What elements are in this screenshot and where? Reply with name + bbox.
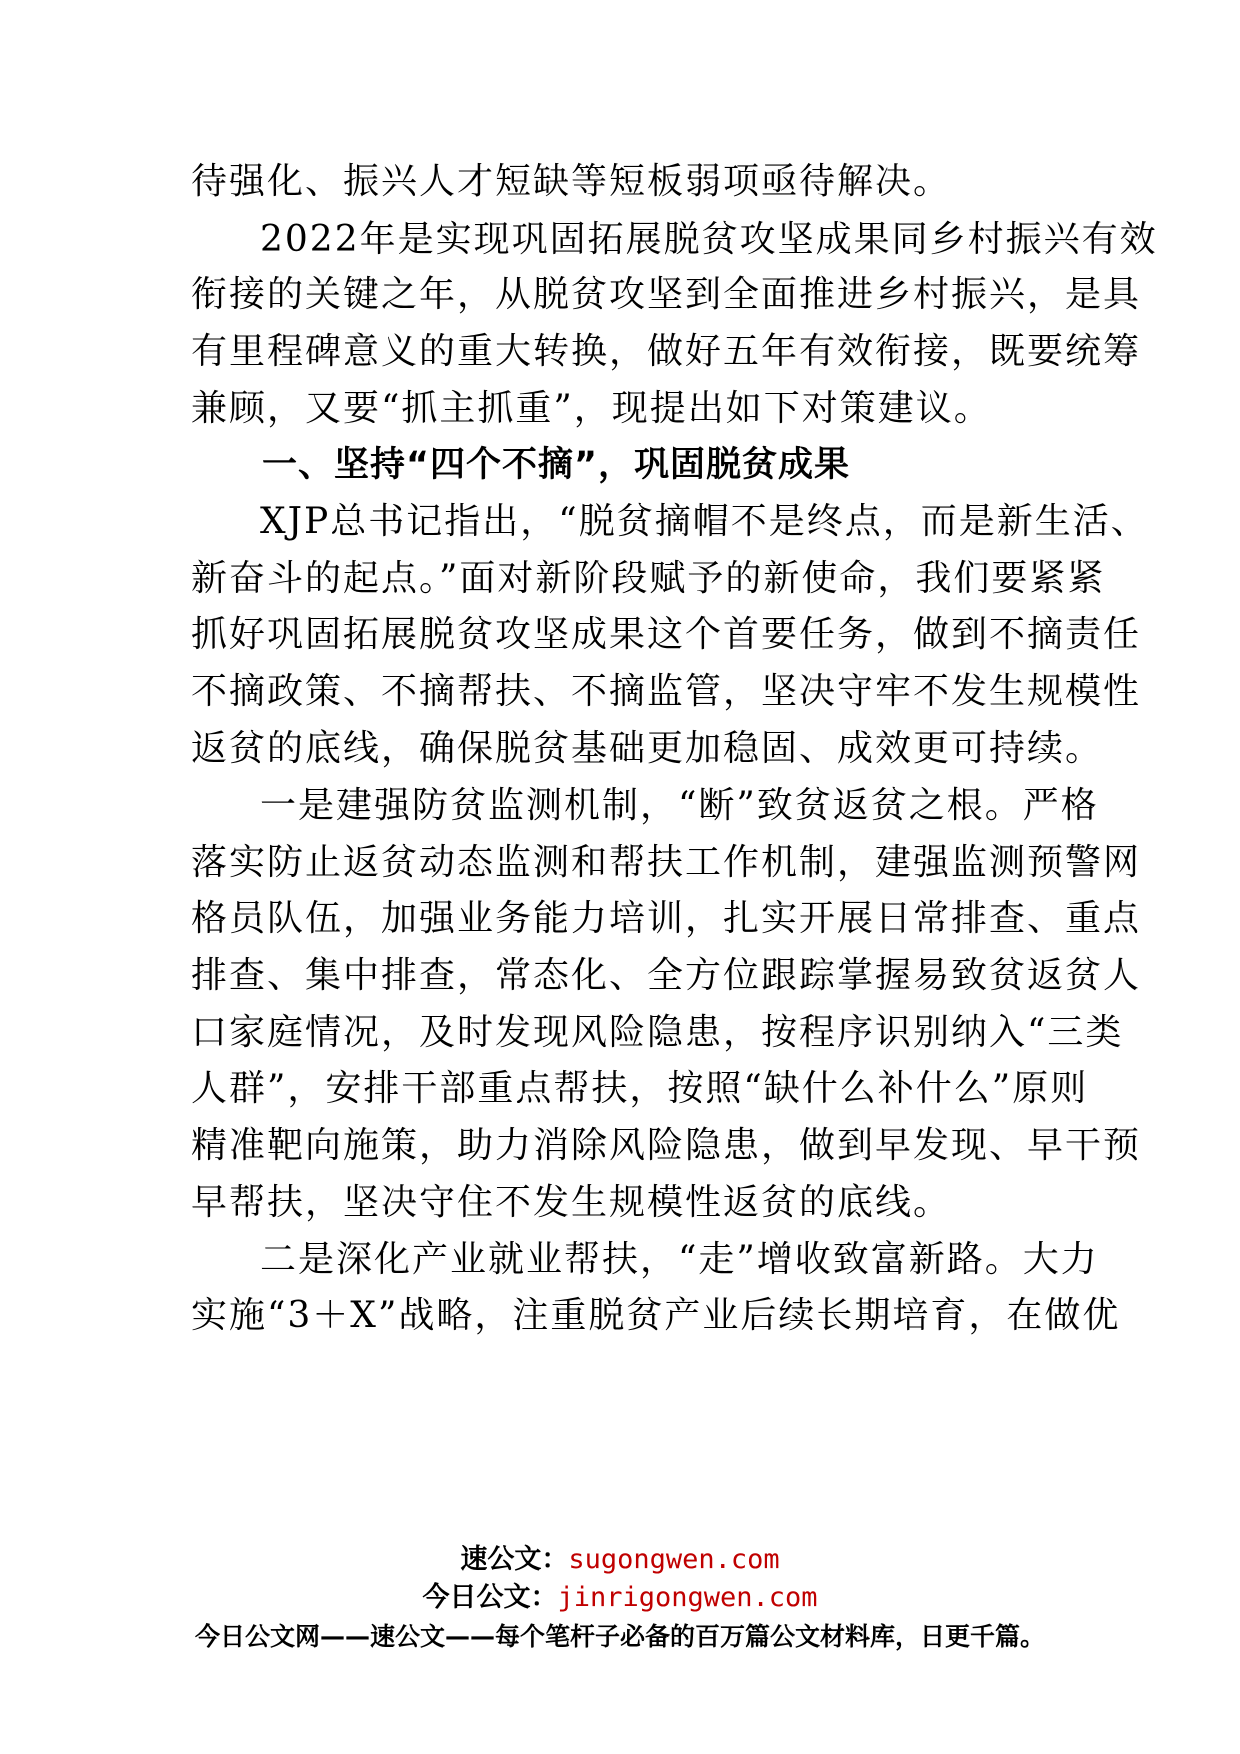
paragraph-line: 兼顾，又要“抓主抓重”，现提出如下对策建议。 <box>191 388 992 429</box>
paragraph-line: 格员队伍，加强业务能力培训，扎实开展日常排查、重点 <box>191 898 1142 939</box>
footer-label: 今日公文： <box>422 1582 558 1613</box>
paragraph-line: 排查、集中排查，常态化、全方位跟踪掌握易致贫返贫人 <box>191 955 1142 996</box>
paragraph-line: 口家庭情况，及时发现风险隐患，按程序识别纳入“三类 <box>191 1012 1124 1053</box>
paragraph-line: 早帮扶，坚决守住不发生规模性返贫的底线。 <box>191 1182 952 1223</box>
paragraph-line: 实施“3＋X”战略，注重脱贫产业后续长期培育，在做优 <box>191 1295 1121 1336</box>
footer-line-sugongwen <box>0 1543 1240 1577</box>
footer-slogan: 今日公文网——速公文——每个笔杆子必备的百万篇公文材料库，日更千篇。 <box>194 1622 1045 1651</box>
paragraph-line: 2022年是实现巩固拓展脱贫攻坚成果同乡村振兴有效 <box>260 219 1158 260</box>
paragraph-line: 精准靶向施策，助力消除风险隐患，做到早发现、早干预 <box>191 1125 1142 1166</box>
paragraph-line: 待强化、振兴人才短缺等短板弱项亟待解决。 <box>191 161 952 202</box>
paragraph-line: 抓好巩固拓展脱贫攻坚成果这个首要任务，做到不摘责任 <box>191 614 1142 655</box>
paragraph-line: 二是深化产业就业帮扶，“走”增收致富新路。大力 <box>260 1239 1099 1280</box>
paragraph-line: 有里程碑意义的重大转换，做好五年有效衔接，既要统筹 <box>191 331 1142 372</box>
paragraph-line: XJP总书记指出，“脱贫摘帽不是终点，而是新生活、 <box>260 501 1149 542</box>
paragraph-line: 新奋斗的起点。”面对新阶段赋予的新使命，我们要紧紧 <box>191 558 1106 599</box>
paragraph-line: 人群”，安排干部重点帮扶，按照“缺什么补什么”原则 <box>191 1068 1089 1109</box>
paragraph-line: 返贫的底线，确保脱贫基础更加稳固、成效更可持续。 <box>191 728 1104 769</box>
footer-link-jinrigongwen[interactable]: jinrigongwen.com <box>557 1582 818 1613</box>
section-heading: 一、坚持“四个不摘”，巩固脱贫成果 <box>262 445 851 485</box>
footer-line-jinrigongwen <box>0 1581 1240 1615</box>
footer-label: 速公文： <box>460 1544 569 1575</box>
footer-link-sugongwen[interactable]: sugongwen.com <box>568 1544 780 1575</box>
paragraph-line: 落实防止返贫动态监测和帮扶工作机制，建强监测预警网 <box>191 842 1142 883</box>
paragraph-line: 一是建强防贫监测机制，“断”致贫返贫之根。严格 <box>260 785 1099 826</box>
paragraph-line: 衔接的关键之年，从脱贫攻坚到全面推进乡村振兴，是具 <box>191 274 1142 315</box>
paragraph-line: 不摘政策、不摘帮扶、不摘监管，坚决守牢不发生规模性 <box>191 671 1142 712</box>
